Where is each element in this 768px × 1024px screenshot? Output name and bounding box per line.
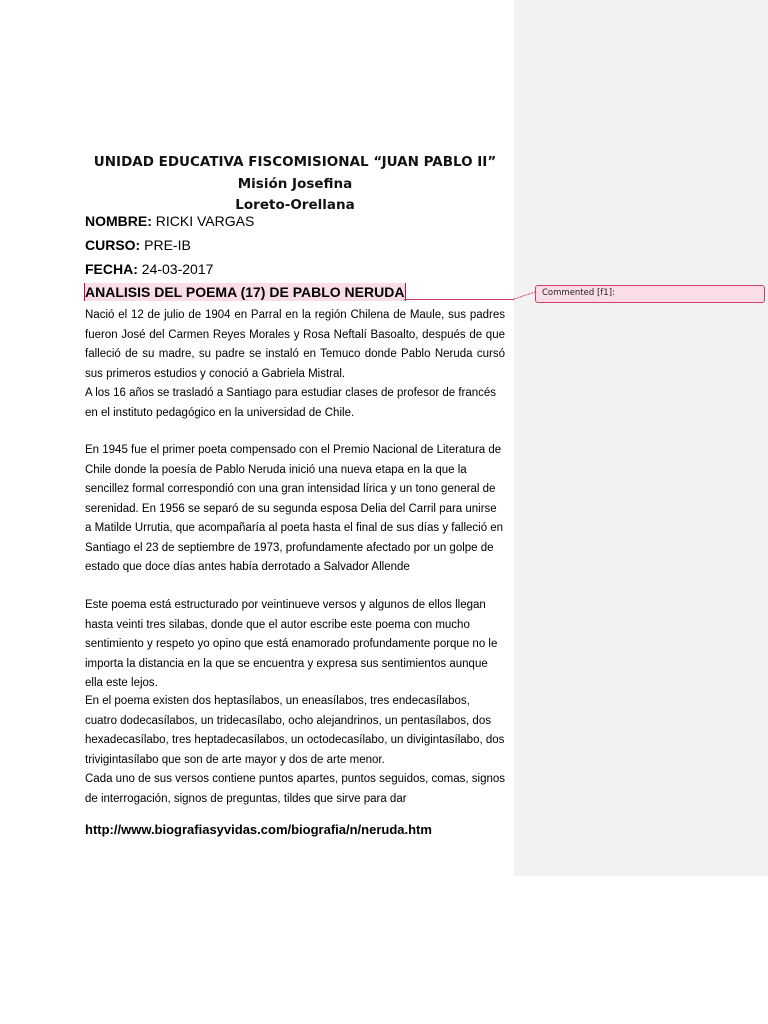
paragraph-text: En 1945 fue el primer poeta compensado con el Premio Nacional de Literatura de Chile donde la poesía de Pablo Neruda inició una nueva etapa en la que la sencillez formal correspondió con una gran intensidad lírica y un tono general de serenidad. En 1956 se separó de su segunda esposa Delia del Carril para unirse a Matilde Urrutia, que acompañaría al poeta hasta el final de sus días y falleció en Santiago el 23 de septiembre de 1973, profundamente afectado por un golpe de estado que doce días antes había derrotado a Salvador Allende <box>85 444 504 573</box>
paragraph-premio <box>85 441 505 578</box>
commented-title[interactable]: ANALISIS DEL POEMA (17) DE PABLO NERUDA <box>85 284 405 300</box>
paragraph-signos <box>85 770 505 809</box>
field-fecha-value: 24-03-2017 <box>137 261 214 277</box>
paragraph-santiago <box>85 384 505 423</box>
field-nombre-value: RICKI VARGAS <box>151 213 255 229</box>
field-fecha-label: FECHA: <box>85 261 138 277</box>
comment-label: Commented [f1]: <box>542 288 615 298</box>
comment-balloon[interactable] <box>535 285 765 303</box>
paragraph-estructura <box>85 596 505 694</box>
school-location: Loreto-Orellana <box>235 197 355 213</box>
paragraph-text: Cada uno de sus versos contiene puntos apartes, puntos seguidos, comas, signos de interrogación, signos de preguntas, tildes que sirve para dar <box>85 773 506 805</box>
paragraph-versos <box>85 692 505 770</box>
field-curso-value: PRE-IB <box>140 237 191 253</box>
paragraph-biografia <box>85 306 505 384</box>
paragraph-text: En el poema existen dos heptasílabos, un eneasílabos, tres endecasílabos, cuatro dodecasílabos, un tridecasílabo, ocho alejandrinos, un pentasílabos, dos hexadecasílabo, tres heptadecasílabos, un octodecasílabo, un divigintasílabo, dos trivigintasílabo que son de arte mayor y dos de arte menor. <box>85 695 505 766</box>
school-name: UNIDAD EDUCATIVA FISCOMISIONAL “JUAN PABLO II” <box>93 154 497 170</box>
source-url[interactable]: http://www.biografiasyvidas.com/biografia/n/neruda.htm <box>85 822 432 837</box>
paragraph-text: Nació el 12 de julio de 1904 en Parral en la región Chilena de Maule, sus padres fueron José del Carmen Reyes Morales y Rosa Neftalí Basoalto, después de que falleció de su madre, su padre se instaló en Temuco donde Pablo Neruda cursó sus primeros estudios y conoció a Gabriela Mistral. <box>85 309 505 380</box>
paragraph-text: Este poema está estructurado por veintinueve versos y algunos de ellos llegan hasta veinti tres silabas, donde que el autor escribe este poema con mucho sentimiento y respeto yo opino que está enamorado profundamente porque no le importa la distancia en la que se encuentra y expresa sus sentimientos aunque ella este lejos. <box>85 599 498 689</box>
school-subtitle: Misión Josefina <box>237 176 353 192</box>
field-curso-label: CURSO: <box>85 237 141 253</box>
paragraph-text: A los 16 años se trasladó a Santiago para estudiar clases de profesor de francés en el instituto pedagógico en la universidad de Chile. <box>85 387 497 419</box>
field-nombre-label: NOMBRE: <box>85 213 152 229</box>
